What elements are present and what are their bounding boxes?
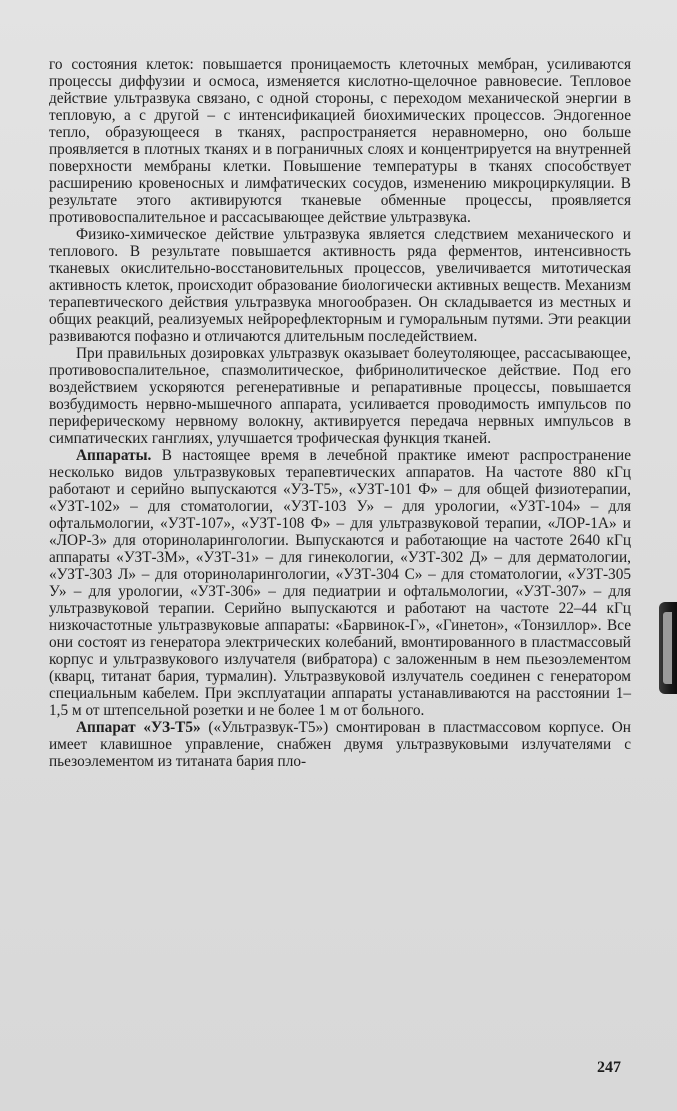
page-edge-tab (659, 602, 677, 694)
paragraph-text: При правильных дозировках ультразвук оказывает болеутоляющее, рассасывающее, противовоспалительное, спазмолитическое, фибринолитическое действие. Под его воздействием ускоряются регенеративные и репаративные процессы, повышается возбудимость нервно-мышечного аппарата, усиливается проводимость импульсов по периферическому нервному волокну, активируется передача нервных импульсов в симпатических ганглиях, улучшается трофическая функция тканей. (49, 345, 631, 447)
body-text (49, 56, 631, 770)
section-lead: Аппараты. (76, 447, 152, 464)
paragraph-text: Физико-химическое действие ультразвука является следствием механического и теплового. В результате повышается активность ряда ферментов, интенсивность тканевых окислительно-восстановительных процессов, увеличивается митотическая активность клеток, происходит образование биологически активных веществ. Механизм терапевтического действия ультразвука многообразен. Он складывается из местных и общих реакций, реализуемых нейрорефлекторным и гуморальным путями. Эти реакции развиваются пофазно и отличаются длительным последействием. (49, 226, 631, 345)
paragraph-uz-t5 (49, 719, 631, 770)
paragraph-physicochemical-action (49, 226, 631, 345)
paragraph-continuation (49, 56, 631, 226)
section-lead: Аппарат «УЗ-Т5» (76, 719, 201, 736)
paragraph-apparatus (49, 447, 631, 719)
paragraph-text: («Ультразвук-Т5») смонтирован в пластмассовом корпусе. Он имеет клавишное управление, снабжен двумя ультразвуковыми излучателями с пьезоэлементом из титаната бария пло- (49, 719, 631, 770)
paragraph-dosage-effects (49, 345, 631, 447)
paragraph-text: В настоящее время в лечебной практике имеют распространение несколько видов ультразвуковых терапевтических аппаратов. На частоте 880 кГц работают и серийно выпускаются «УЗ-Т5», «УЗТ-101 Ф» – для общей физиотерапии, «УЗТ-102» – для стоматологии, «УЗТ-103 У» – для урологии, «УЗТ-104» – для офтальмологии, «УЗТ-107», «УЗТ-108 Ф» – для ультразвуковой терапии, «ЛОР-1А» и «ЛОР-3» для оториноларингологии. Выпускаются и работающие на частоте 2640 кГц аппараты «УЗТ-3М», «УЗТ-31» – для гинекологии, «УЗТ-302 Д» – для дерматологии, «УЗТ-303 Л» – для оториноларингологии, «УЗТ-304 С» – для стоматологии, «УЗТ-305 У» – для урологии, «УЗТ-306» – для педиатрии и офтальмологии, «УЗТ-307» – для ультразвуковой терапии. Серийно выпускаются и работают на частоте 22–44 кГц низкочастотные ультразвуковые аппараты: «Барвинок-Г», «Гинетон», «Тонзиллор». Все они состоят из генератора электрических колебаний, вмонтированного в пластмассовый корпус и ультразвукового излучателя (вибратора) с заложенным в нем пьезоэлементом (кварц, титанат бария, турмалин). Ультразвуковой излучатель соединен с генератором специальным кабелем. При эксплуатации аппараты устанавливаются на расстоянии 1–1,5 м от штепсельной розетки и не более 1 м от больного. (49, 447, 631, 719)
page-number: 247 (597, 1059, 621, 1076)
paragraph-text: го состояния клеток: повышается проницаемость клеточных мембран, усиливаются процессы диффузии и осмоса, изменяется кислотно-щелочное равновесие. Тепловое действие ультразвука связано, с одной стороны, с переходом механической энергии в тепловую, а с другой – с интенсификацией биохимических процессов. Эндогенное тепло, образующееся в тканях, распространяется неравномерно, оно больше проявляется в плотных тканях и в пограничных слоях и концентрируется на внутренней поверхности мембраны клетки. Повышение температуры в тканях способствует расширению кровеносных и лимфатических сосудов, изменению микроциркуляции. В результате этого активируются тканевые обменные процессы, проявляется противовоспалительное и рассасывающее действие ультразвука. (49, 56, 631, 226)
